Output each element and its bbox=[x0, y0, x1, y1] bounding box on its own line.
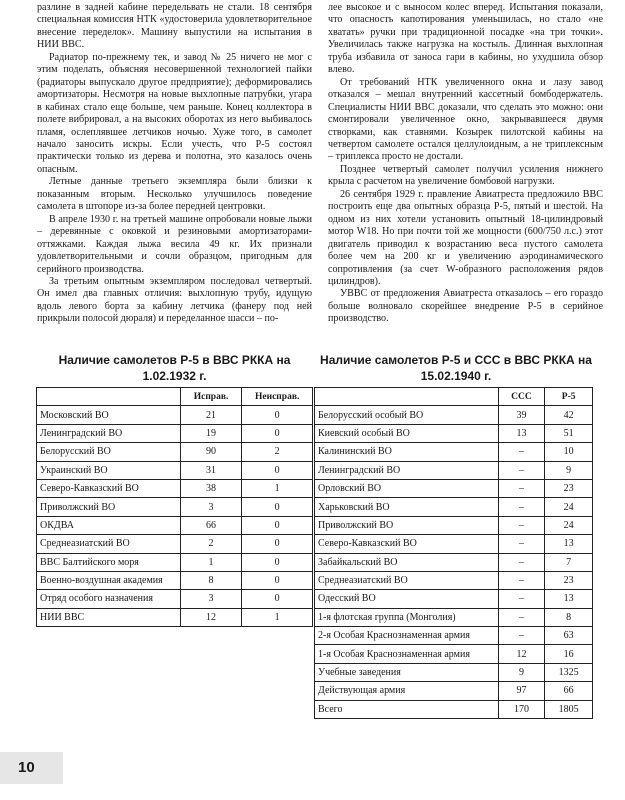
table-header-row bbox=[37, 388, 313, 406]
value-cell: 0 bbox=[242, 571, 313, 589]
value-cell: 16 bbox=[545, 645, 593, 663]
row-label-cell: Учебные заведения bbox=[315, 663, 499, 681]
table-header-row bbox=[315, 388, 593, 406]
paragraph: разлине в задней кабине передельвать не стали. 18 сентября специальная комиссия НТК «удостоверила удовлетворительное внесение переделок». Машину выпустили на испытания в НИИ ВВС. bbox=[37, 2, 312, 51]
value-cell: 8 bbox=[545, 608, 593, 626]
table-1932-title: Наличие самолетов Р-5 в ВВС РККА на 1.02.1932 г. bbox=[58, 353, 291, 383]
table-row bbox=[37, 590, 313, 608]
value-cell: – bbox=[498, 535, 545, 553]
header-cell: Исправ. bbox=[180, 388, 242, 406]
value-cell: 0 bbox=[242, 406, 313, 424]
table-row bbox=[315, 479, 593, 497]
value-cell: 13 bbox=[498, 424, 545, 442]
table-row bbox=[315, 608, 593, 626]
row-label-cell: Приволжский ВО bbox=[315, 516, 499, 534]
paragraph: 26 сентября 1929 г. правление Авиатреста предложило ВВС построить еще два опытных образца Р-5, пятый и шестой. На одном из них хотели установить опытный 18-цилиндровый мотор W18. Но при почти той же мощности (600/750 л.с.) этот двигатель приводил к возрастанию веса пустого самолета более чем на 200 кг и увеличению аэродинамического сопротивления (за счет W-образного расположения рядов цилиндров). bbox=[328, 188, 603, 287]
value-cell: 23 bbox=[545, 571, 593, 589]
paragraph: Позднее четвертый самолет получил усиления нижнего крыла с расчетом на увеличение бомбовой нагрузки. bbox=[328, 163, 603, 188]
value-cell: 51 bbox=[545, 424, 593, 442]
value-cell: 0 bbox=[242, 461, 313, 479]
header-cell: ССС bbox=[498, 388, 545, 406]
table-row bbox=[315, 590, 593, 608]
row-label-cell: Ленинградский ВО bbox=[315, 461, 499, 479]
row-label-cell: 1-я Особая Краснознаменная армия bbox=[315, 645, 499, 663]
header-cell bbox=[315, 388, 499, 406]
row-label-cell: Действующая армия bbox=[315, 682, 499, 700]
row-label-cell: Всего bbox=[315, 700, 499, 718]
value-cell: 42 bbox=[545, 406, 593, 424]
row-label-cell: ВВС Балтийского моря bbox=[37, 553, 181, 571]
table-row bbox=[315, 535, 593, 553]
value-cell: – bbox=[498, 498, 545, 516]
table-row bbox=[315, 406, 593, 424]
value-cell: 8 bbox=[180, 571, 242, 589]
value-cell: 97 bbox=[498, 682, 545, 700]
row-label-cell: Украинский ВО bbox=[37, 461, 181, 479]
table-row bbox=[37, 608, 313, 626]
value-cell: 1 bbox=[242, 608, 313, 626]
value-cell: 1 bbox=[180, 553, 242, 571]
row-label-cell: Белорусский особый ВО bbox=[315, 406, 499, 424]
header-cell: Неисправ. bbox=[242, 388, 313, 406]
paragraph: В апреле 1930 г. на третьей машине опробовали новые лыжи – деревянные с оковкой и резиновыми амортизаторами-оттяжками. Каждая лыжа весила 49 кг. Их признали удовлетворительными и сочли образцом, пригодным для серийного производства. bbox=[37, 213, 312, 275]
row-label-cell: Северо-Кавказский ВО bbox=[315, 535, 499, 553]
paragraph: Радиатор по-прежнему тек, и завод № 25 ничего не мог с этим поделать, объясняя несовершенной технологией пайки (радиаторы выпускало другое предприятие); деформировались амортизаторы. Несмотря на новые выхлопные патрубки, угара в кабинах стало еще больше, чем раньше. Конец коллектора в полете вибрировал, а на высоких оборотах из него выбивалось пламя, ослеплявшее летчиков ночью. Хуже того, в самолет начало заносить искры. Если учесть, что Р-5 состоял практически только из дерева и полотна, это казалось очень опасным. bbox=[37, 51, 312, 175]
value-cell: 63 bbox=[545, 627, 593, 645]
table-row bbox=[37, 571, 313, 589]
table-row bbox=[315, 443, 593, 461]
value-cell: 0 bbox=[242, 498, 313, 516]
value-cell: 0 bbox=[242, 553, 313, 571]
value-cell: 7 bbox=[545, 553, 593, 571]
value-cell: 13 bbox=[545, 535, 593, 553]
table-row bbox=[315, 627, 593, 645]
table-row bbox=[315, 424, 593, 442]
value-cell: 10 bbox=[545, 443, 593, 461]
value-cell: 39 bbox=[498, 406, 545, 424]
value-cell: – bbox=[498, 571, 545, 589]
left-text-column bbox=[37, 2, 312, 326]
table-row bbox=[315, 516, 593, 534]
row-label-cell: ОКДВА bbox=[37, 516, 181, 534]
value-cell: 13 bbox=[545, 590, 593, 608]
paragraph: От требований НТК увеличенного окна и лазу завод отказался – мешал внутренний кассетный бомбодержатель. Специалисты НИИ ВВС доказали, что сделать это можно: они смонтировали увеличенное окно, закрывавшееся двумя створками, как ставнями. Козырек пилотской кабины на четвертом самолете остался целлулоидным, а не триплексным – триплекса просто не достали. bbox=[328, 76, 603, 163]
table-1940 bbox=[314, 387, 593, 719]
value-cell: 66 bbox=[545, 682, 593, 700]
value-cell: – bbox=[498, 627, 545, 645]
row-label-cell: Приволжский ВО bbox=[37, 498, 181, 516]
value-cell: 9 bbox=[545, 461, 593, 479]
value-cell: 0 bbox=[242, 516, 313, 534]
value-cell: 2 bbox=[180, 535, 242, 553]
value-cell: 23 bbox=[545, 479, 593, 497]
value-cell: 0 bbox=[242, 424, 313, 442]
paragraph: За третьим опытным экземпляром последовал четвертый. Он имел два главных отличия: выхлопную трубу, идущую вдоль левого борта за кабину летчика (фанеру под ней прикрыли полосой дюраля) и переделанное шасси – по- bbox=[37, 275, 312, 325]
table-row bbox=[315, 682, 593, 700]
value-cell: 19 bbox=[180, 424, 242, 442]
value-cell: 21 bbox=[180, 406, 242, 424]
row-label-cell: Киевский особый ВО bbox=[315, 424, 499, 442]
value-cell: – bbox=[498, 443, 545, 461]
value-cell: 0 bbox=[242, 590, 313, 608]
table-row bbox=[37, 479, 313, 497]
value-cell: – bbox=[498, 479, 545, 497]
value-cell: – bbox=[498, 590, 545, 608]
table-row bbox=[315, 700, 593, 718]
value-cell: 12 bbox=[498, 645, 545, 663]
table-row bbox=[37, 498, 313, 516]
table-row bbox=[315, 461, 593, 479]
row-label-cell: Забайкальский ВО bbox=[315, 553, 499, 571]
row-label-cell: Московский ВО bbox=[37, 406, 181, 424]
row-label-cell: Среднеазиатский ВО bbox=[37, 535, 181, 553]
row-label-cell: НИИ ВВС bbox=[37, 608, 181, 626]
table-row bbox=[37, 516, 313, 534]
row-label-cell: Среднеазиатский ВО bbox=[315, 571, 499, 589]
table-row bbox=[315, 571, 593, 589]
table-row bbox=[315, 498, 593, 516]
row-label-cell: Харьковский ВО bbox=[315, 498, 499, 516]
right-text-column bbox=[328, 2, 603, 326]
row-label-cell: Калининский ВО bbox=[315, 443, 499, 461]
row-label-cell: Белорусский ВО bbox=[37, 443, 181, 461]
table-1940-title: Наличие самолетов Р-5 и ССС в ВВС РККА на 15.02.1940 г. bbox=[320, 353, 592, 383]
value-cell: 9 bbox=[498, 663, 545, 681]
paragraph: Летные данные третьего экземпляра были близки к показанным вторым. Несколько улучшилось поведение самолета в штопоре из-за более передней центровки. bbox=[37, 176, 312, 213]
table-row bbox=[37, 535, 313, 553]
row-label-cell: Ленинградский ВО bbox=[37, 424, 181, 442]
header-cell bbox=[37, 388, 181, 406]
value-cell: 1 bbox=[242, 479, 313, 497]
value-cell: 12 bbox=[180, 608, 242, 626]
row-label-cell: Северо-Кавказский ВО bbox=[37, 479, 181, 497]
table-row bbox=[37, 553, 313, 571]
table-row bbox=[37, 461, 313, 479]
value-cell: 66 bbox=[180, 516, 242, 534]
header-cell: Р-5 bbox=[545, 388, 593, 406]
value-cell: 38 bbox=[180, 479, 242, 497]
value-cell: – bbox=[498, 461, 545, 479]
value-cell: – bbox=[498, 516, 545, 534]
row-label-cell: 2-я Особая Краснознаменная армия bbox=[315, 627, 499, 645]
row-label-cell: Орловский ВО bbox=[315, 479, 499, 497]
value-cell: 1325 bbox=[545, 663, 593, 681]
row-label-cell: 1-я флотская группа (Монголия) bbox=[315, 608, 499, 626]
value-cell: 3 bbox=[180, 498, 242, 516]
table-1932-body bbox=[37, 406, 313, 627]
row-label-cell: Военно-воздушная академия bbox=[37, 571, 181, 589]
value-cell: 0 bbox=[242, 535, 313, 553]
value-cell: 90 bbox=[180, 443, 242, 461]
row-label-cell: Отряд особого назначения bbox=[37, 590, 181, 608]
value-cell: 3 bbox=[180, 590, 242, 608]
table-row bbox=[37, 443, 313, 461]
value-cell: 1805 bbox=[545, 700, 593, 718]
value-cell: 31 bbox=[180, 461, 242, 479]
row-label-cell: Одесский ВО bbox=[315, 590, 499, 608]
value-cell: 24 bbox=[545, 516, 593, 534]
table-row bbox=[315, 663, 593, 681]
paragraph: лее высокое и с выносом колес вперед. Испытания показали, что опасность капотирования уменьшилась, но стало «не хватать» ручки при традиционной посадке «на три точки». Увеличилась также нагрузка на костыль. Длинная выхлопная труба избавила от заноса гари в кабины, но ухудшила обзор влево. bbox=[328, 2, 603, 76]
table-1932 bbox=[36, 387, 313, 627]
value-cell: – bbox=[498, 553, 545, 571]
table-row bbox=[37, 406, 313, 424]
value-cell: 24 bbox=[545, 498, 593, 516]
table-1940-body bbox=[315, 406, 593, 719]
table-row bbox=[315, 553, 593, 571]
value-cell: 170 bbox=[498, 700, 545, 718]
page-number: 10 bbox=[18, 759, 35, 776]
value-cell: 2 bbox=[242, 443, 313, 461]
paragraph: УВВС от предложения Авиатреста отказалось – его гораздо больше волновало скорейшее внедрение Р-5 в серийное производство. bbox=[328, 288, 603, 325]
table-row bbox=[315, 645, 593, 663]
value-cell: – bbox=[498, 608, 545, 626]
table-row bbox=[37, 424, 313, 442]
